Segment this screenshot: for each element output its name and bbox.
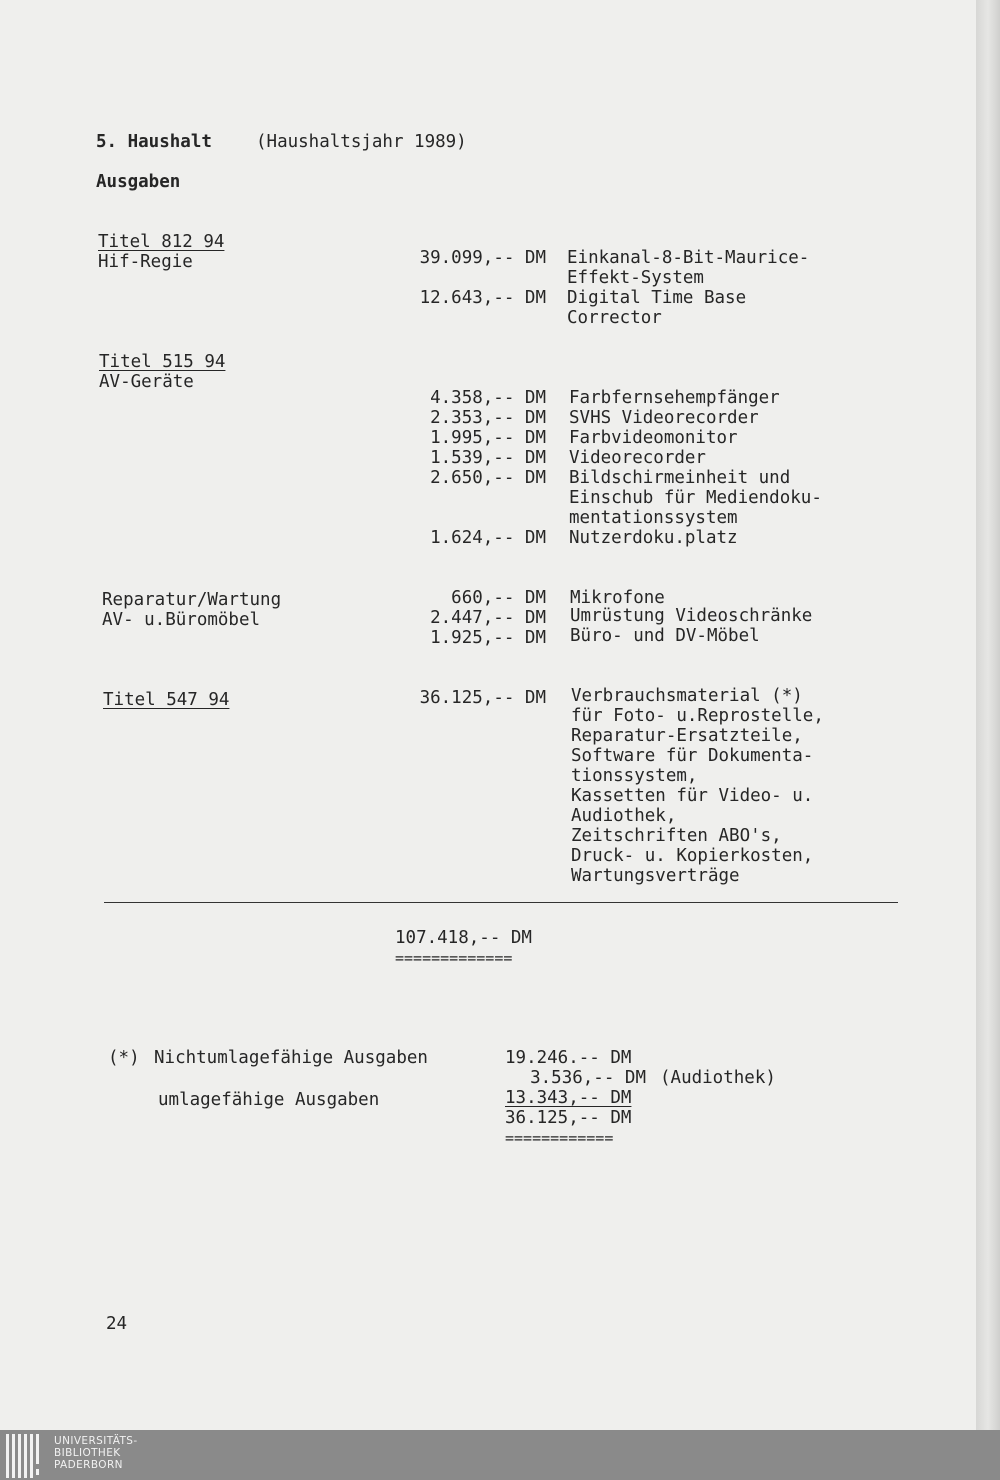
section-heading-year: (Haushaltsjahr 1989)	[256, 132, 467, 152]
titel-547-desc-1: Verbrauchsmaterial (*)	[571, 686, 803, 706]
titel-515-desc-3: Farbvideomonitor	[569, 428, 738, 448]
titel-515-amount-4: 1.539,-- DM	[430, 448, 546, 468]
titel-812-desc-2b: Corrector	[567, 308, 662, 328]
footnote-double-rule: ============	[505, 1129, 614, 1147]
titel-515-amount-5: 2.650,-- DM	[430, 468, 546, 488]
reparatur-desc-2: Umrüstung Videoschränke	[570, 606, 813, 626]
titel-515-desc-5b: Einschub für Mediendoku-	[569, 488, 822, 508]
footnote-amount-2: 3.536,-- DM	[530, 1068, 646, 1088]
reparatur-desc-3: Büro- und DV-Möbel	[570, 626, 760, 646]
titel-515-desc-5c: mentationssystem	[569, 508, 738, 528]
titel-547-heading: Titel 547 94	[103, 690, 230, 710]
total-double-rule: =============	[395, 949, 513, 967]
titel-515-amount-6: 1.624,-- DM	[430, 528, 546, 548]
titel-515-subtitle: AV-Geräte	[99, 372, 194, 392]
titel-515-desc-6: Nutzerdoku.platz	[569, 528, 738, 548]
footnote-marker: (*)	[108, 1048, 140, 1068]
titel-547-desc-10: Wartungsverträge	[571, 866, 740, 886]
titel-812-desc-1b: Effekt-System	[567, 268, 704, 288]
footnote-amount-3: 13.343,-- DM	[505, 1088, 632, 1108]
titel-515-heading: Titel 515 94	[99, 352, 226, 372]
page-edge	[976, 0, 1000, 1430]
footnote-label-1: Nichtumlagefähige Ausgaben	[154, 1048, 428, 1068]
titel-812-subtitle: Hif-Regie	[98, 252, 193, 272]
reparatur-amount-3: 1.925,-- DM	[430, 628, 546, 648]
titel-547-amount: 36.125,-- DM	[419, 688, 546, 708]
titel-547-desc-6: Kassetten für Video- u.	[571, 786, 814, 806]
summary-divider	[104, 902, 898, 903]
reparatur-amount-2: 2.447,-- DM	[430, 608, 546, 628]
reparatur-amount-1: 660,-- DM	[451, 588, 546, 608]
footnote-sum: 36.125,-- DM	[505, 1108, 632, 1128]
reparatur-label-1: Reparatur/Wartung	[102, 590, 282, 610]
ausgaben-label: Ausgaben	[96, 172, 181, 192]
library-logo-text	[54, 1435, 138, 1471]
titel-547-desc-7: Audiothek,	[571, 806, 677, 826]
titel-515-amount-2: 2.353,-- DM	[430, 408, 546, 428]
titel-547-desc-9: Druck- u. Kopierkosten,	[571, 846, 814, 866]
titel-812-amount-2: 12.643,-- DM	[419, 288, 546, 308]
reparatur-label-2: AV- u.Büromöbel	[102, 610, 261, 630]
titel-547-desc-5: tionssystem,	[571, 766, 698, 786]
titel-547-desc-3: Reparatur-Ersatzteile,	[571, 726, 803, 746]
titel-515-desc-5a: Bildschirmeinheit und	[569, 468, 791, 488]
reparatur-desc-1: Mikrofone	[570, 588, 665, 608]
titel-547-desc-2: für Foto- u.Reprostelle,	[571, 706, 824, 726]
titel-515-desc-2: SVHS Videorecorder	[569, 408, 759, 428]
titel-547-desc-4: Software für Dokumenta-	[571, 746, 814, 766]
titel-547-desc-8: Zeitschriften ABO's,	[571, 826, 782, 846]
library-logo-icon	[6, 1434, 46, 1478]
titel-812-amount-1: 39.099,-- DM	[419, 248, 546, 268]
section-heading: 5. Haushalt	[96, 132, 212, 152]
library-logo-line-3: PADERBORN	[54, 1459, 123, 1471]
footnote-amount-2-note: (Audiothek)	[660, 1068, 776, 1088]
titel-812-heading: Titel 812 94	[98, 232, 225, 252]
titel-515-desc-1: Farbfernsehempfänger	[569, 388, 780, 408]
library-footer	[0, 1430, 1000, 1480]
total-amount: 107.418,-- DM	[395, 928, 532, 948]
page-number: 24	[106, 1314, 128, 1334]
titel-812-desc-1a: Einkanal-8-Bit-Maurice-	[567, 248, 810, 268]
titel-515-desc-4: Videorecorder	[569, 448, 706, 468]
titel-515-amount-1: 4.358,-- DM	[430, 388, 546, 408]
library-logo-line-2: BIBLIOTHEK	[54, 1447, 121, 1459]
titel-515-amount-3: 1.995,-- DM	[430, 428, 546, 448]
library-logo-line-1: UNIVERSITÄTS-	[54, 1435, 138, 1447]
titel-812-desc-2a: Digital Time Base	[567, 288, 747, 308]
footnote-label-2: umlagefähige Ausgaben	[158, 1090, 380, 1110]
footnote-amount-1: 19.246.-- DM	[505, 1048, 632, 1068]
